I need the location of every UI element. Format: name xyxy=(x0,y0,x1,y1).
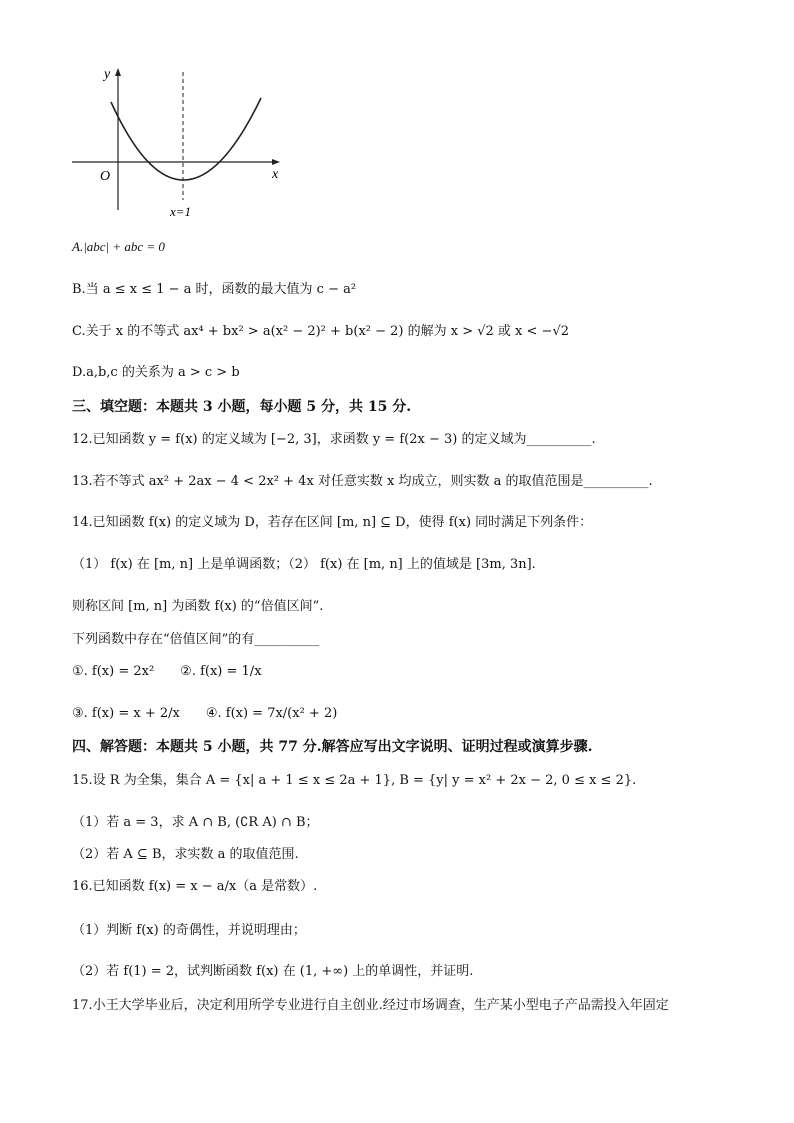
question-14-conditions: （1） f(x) 在 [m, n] 上是单调函数；（2） f(x) 在 [m, n] 上的值域是 [3m, 3n]. xyxy=(72,557,536,572)
y-label: y xyxy=(104,67,111,82)
question-16-part-1: （1）判断 f(x) 的奇偶性，并说明理由； xyxy=(72,923,306,938)
question-15: 15.设 R 为全集，集合 A = {x| a + 1 ≤ x ≤ 2a + 1}, B = {y| y = x² + 2x − 2, 0 ≤ x ≤ 2}. xyxy=(72,773,637,788)
question-13: 13.若不等式 ax² + 2ax − 4 < 2x² + 4x 对任意实数 x 均成立，则实数 a 的取值范围是__________. xyxy=(72,474,653,489)
option-a: A.|abc| + abc = 0 xyxy=(72,239,165,254)
question-14-options-1: ①. f(x) = 2x² ②. f(x) = 1/x xyxy=(72,664,262,679)
parabola-graph xyxy=(66,60,296,220)
question-14-options-2: ③. f(x) = x + 2/x ④. f(x) = 7x/(x² + 2) xyxy=(72,706,338,721)
axis-label: x=1 xyxy=(170,204,192,219)
option-b: B.当 a ≤ x ≤ 1 − a 时，函数的最大值为 c − a² xyxy=(72,282,357,297)
option-c: C.关于 x 的不等式 ax⁴ + bx² > a(x² − 2)² + b(x² − 2) 的解为 x > √2 或 x < −√2 xyxy=(72,324,569,339)
question-12: 12.已知函数 y = f(x) 的定义域为 [−2, 3]，求函数 y = f(2x − 3) 的定义域为__________. xyxy=(72,432,596,447)
origin-label: O xyxy=(100,169,111,184)
question-14-definition: 则称区间 [m, n] 为函数 f(x) 的“倍值区间”. xyxy=(72,599,324,614)
x-axis-arrow xyxy=(272,159,280,165)
section-3-heading: 三、填空题：本题共 3 小题，每小题 5 分，共 15 分. xyxy=(72,399,412,415)
question-15-part-1: （1）若 a = 3，求 A ∩ B, (∁R A) ∩ B； xyxy=(72,815,319,830)
parabola-curve xyxy=(111,98,261,180)
question-14: 14.已知函数 f(x) 的定义域为 D，若存在区间 [m, n] ⊆ D，使得 f(x) 同时满足下列条件： xyxy=(72,515,593,530)
question-14-prompt: 下列函数中存在“倍值区间”的有__________ xyxy=(72,632,320,647)
x-label: x xyxy=(272,167,279,182)
question-16-part-2: （2）若 f(1) = 2，试判断函数 f(x) 在 (1, +∞) 上的单调性，并证明. xyxy=(72,964,474,979)
section-4-heading: 四、解答题：本题共 5 小题，共 77 分.解答应写出文字说明、证明过程或演算步骤. xyxy=(72,739,593,755)
option-d: D.a,b,c 的关系为 a > c > b xyxy=(72,365,240,380)
y-axis-arrow xyxy=(115,68,121,76)
question-17: 17.小王大学毕业后，决定利用所学专业进行自主创业.经过市场调查，生产某小型电子产品需投入年固定 xyxy=(72,998,669,1013)
question-15-part-2: （2）若 A ⊆ B，求实数 a 的取值范围. xyxy=(72,847,299,862)
question-16: 16.已知函数 f(x) = x − a/x（a 是常数）. xyxy=(72,879,318,894)
